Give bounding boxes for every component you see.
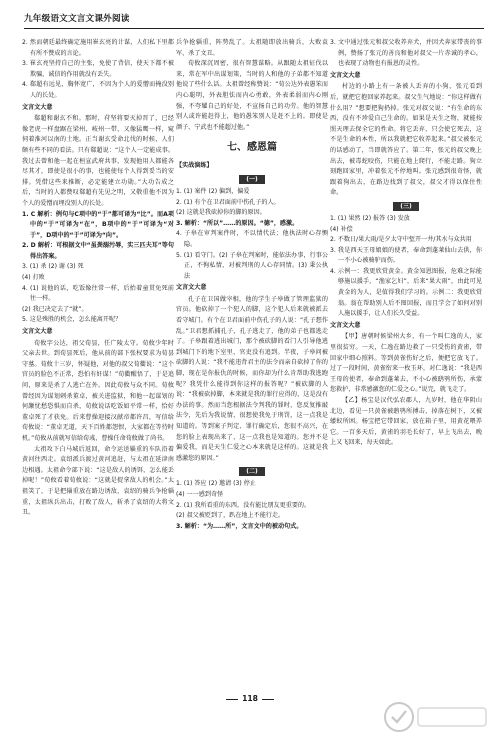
- col3-paragraph: 文言文大意: [330, 71, 361, 79]
- col1-paragraph: 2. 然而朝廷最终确定施用崔玄亮的计谋，人们私下里都有所不赞成的言论。: [22, 39, 174, 57]
- column-middle: [176, 38, 328, 688]
- col3-paragraph: 1. (1) 果然 (2) 报答 (3) 发放: [330, 214, 410, 222]
- col2-paragraph: (一): [239, 175, 265, 184]
- col2-paragraph: 【实战演练】: [176, 162, 213, 170]
- col1-paragraph: 1. C 解析：例句与C项中的“于”都可译为“比”。而A项中的“于”可译为“在”，B项中的“于”可译为“对于”，D项中的“于”可译为“向”。: [22, 210, 174, 239]
- col2-paragraph: 2. (1) 我所看重的东西，没有能比朋友更重要的。: [176, 501, 311, 509]
- col3-paragraph: 3. 文中通过张元和叔父收养弃犬，并因犬奔家带丧的事例，赞扬了张元的善良和他对叔父一片赤诚的孝心，也表现了动物也有报恩的灵性。: [330, 39, 482, 68]
- watermark-logo-icon: [382, 700, 492, 734]
- col2-paragraph: 荀攸深沉周密，很有智慧谋略。从跟随太祖征伐以来，常在军中出谋划策，当时的人和他的子弟都不知道他说了些什么话。太祖曾经称赞说：“荀公达外表愚笨而内心聪明，外表胆怯而内心勇敢，外表柔弱而内心刚强，不夸耀自己的好处，不宣扬自己的功劳。他的智慧别人或许能赶得上，他的愚笨别人是赶不上的。即使是颜子、宁武也不能超过他。”: [176, 60, 328, 131]
- column-left: [22, 38, 174, 688]
- col1-paragraph: 3. 崔玄亮坚持自己的主张，免使了背信，使天下都不被欺骗，诚信的作用就没有丢失。: [22, 60, 174, 78]
- column-right: [330, 38, 482, 688]
- col2-paragraph: 文言文大意: [176, 284, 207, 292]
- col1-paragraph: 4. 郗超有远见，胸怀宽广，不因为个人的爱憎而掩没别人的长处。: [22, 81, 174, 99]
- col2-paragraph: 七、感恩篇: [227, 142, 277, 154]
- col1-paragraph: 3. (1) 杀 (2) 谢 (3) 死: [22, 263, 84, 271]
- col1-paragraph: 太祖攻下白马城后返回，命令运送辎重的车队沿着黄河往西走。袁绍派兵渡过黄河追赶，与太祖在延津南边相遇。太祖命令部下说：“这是敌人的诱饵，怎么能丢掉呢！”荀攸看着荀攸说：“这就是捉拿敌人的机会。”太祖笑了，于是把辎重放在路边诱敌，袁绍的骑兵争抢辎重，太祖纵兵出击，打败了敌人，斩杀了袁绍的大将文丑。: [22, 445, 174, 517]
- col3-paragraph: 【甲】唐朝时候梁州大乡，有一个叫仁逸的人，家里很贫穷。一天，仁逸在路边救了一只受伤的黄雀，带回家中细心照料。等到黄雀伤好之后，便把它放飞了。过了一段时间，黄雀衔来一枚玉环，对仁逸说：“我是西王母的使者，奉命到蓬莱去，不小心被鸱鸮所伤，承蒙您救护，非常感激您的仁爱之心。”说完，就飞走了。: [330, 333, 482, 394]
- col3-paragraph: 文言文大意: [330, 321, 361, 329]
- col2-paragraph: (二): [239, 467, 265, 476]
- book-title: 九年级语文文言文课外阅读: [24, 14, 130, 24]
- col2-paragraph: 2. (1) 有个在卫君面前中伤孔子的人。: [176, 198, 280, 206]
- col2-paragraph: 孔子在卫国做宰相，他的学生子皋做了管理监狱的官员。他砍掉了一个犯人的脚，这个犯人后来就被派去看守城门。有个在卫君面前中伤孔子的人说：“孔子想作乱。”卫君想抓捕孔子，孔子逃走了，他的弟子也都逃走了。子皋跟着逃出城门，那个被砍脚的看门人引导他逃到城门下的地下室里，官吏没有追到。半夜，子皋问被砍脚的人说：“我不能违背君主的法令而亲自砍掉了你的脚，现在是你报仇的时候，而你却为什么肯帮助我逃跑呢？我凭什么能得到你这样的报答呢？”被砍脚的人说：“我被砍掉脚，本来就是我的罪行应得的，这是没有办法的事。然而当您根据法令判我的罪时，您反复推敲法令，先后为我说情，很想使我免于刑罚，这一点我是知道的。等到案子判定、罪行确定后，您很不高兴，在您的脸上表现出来了，这一点我也是知道的。您并不是偏爱我，而是天生仁爱之心本来就是这样的。这就是我感激您的原因。”: [176, 295, 328, 462]
- col2-paragraph: (2) 这就是我砍掉你的脚的原因。: [176, 209, 266, 217]
- col2-paragraph: 1. (1) 答应 (2) 邀请 (3) 停止: [176, 480, 256, 488]
- col1-paragraph: 4. (1) 说他的话，吃饭像往常一样，后抬着童贯免死前往一样。: [22, 284, 174, 303]
- footer-dash-right: [262, 699, 274, 700]
- col1-paragraph: 文言文大意: [22, 103, 53, 111]
- col3-paragraph: 2. 不数日/果大雨/是夕太守中堑开一井/其水与众共用: [330, 236, 472, 244]
- col1-paragraph: 文言文大意: [22, 328, 53, 336]
- col2-paragraph: 5. (1) 看守门。(2) 子皋在判案时，能依法办事，行事公正，不徇私情，对被判刑的人心存同情。(3) 秉公执法: [176, 251, 328, 280]
- col3-paragraph: (4) 补偿: [330, 225, 353, 233]
- col2-paragraph: 3. 解析：“为……所”，文言文中的被动句式。: [176, 522, 303, 530]
- col3-paragraph: 【乙】杨宝是汉代弘农郡人，九岁时，他在华阴山北边，看见一只黄雀被鸱鸮所搏击，掉落在树下，又被蝼蚁所困。杨宝把它带回家，放在箱子里，用黄花喂养它。一百多天后，黄雀的羽毛长好了，早上飞出去，晚上又飞回来，每天如此。: [330, 397, 482, 447]
- col1-paragraph: 5. 这是殊胜的机会，怎么能离开呢？: [22, 316, 122, 324]
- col3-paragraph: 3. 我是西天王母娘娘的使者，奉命到蓬莱仙山去供，你一不小心被骑驴而伤。: [330, 246, 482, 265]
- col2-paragraph: 1. (1) 案件 (2) 偏到，偏爱: [176, 187, 250, 195]
- col2-paragraph: 兵争抢辎重，阵势乱了。太祖随即放出骑兵，大败袁军，杀了文丑。: [176, 39, 328, 57]
- col2-paragraph: (4) 一一感到奇怪: [176, 490, 224, 498]
- page-header: [24, 14, 484, 29]
- page-number: 118: [242, 694, 258, 703]
- col3-paragraph: (三): [393, 202, 419, 211]
- col1-paragraph: 2. D 解析：可根据文中“虽粪溺污辱，实三匹夫耳”等句得出答案。: [22, 242, 174, 260]
- col1-paragraph: 郗超和谢玄不和。那时，苻坚将要灭掉晋了，已经像老虎一样盘踞在梁州、岐州一带，又像猛鹰一样，窥伺着淮河以南的土地。正当谢玄受命北伐的时候，人们颇有些不同的看法。只有郗超说：“这个人一定能成事。我过去曾和他一起在桓宣武府共事，发现他用人都能各尽其才，即使是很小的事，也能使每个人得到妥当的安排。凭借这些来推断，必定能建立功勋。”大功告成之后，当时的人都赞叹郗超有先见之明，又敬重他不因为个人的爱憎而埋没别人的长处。: [22, 115, 174, 207]
- col3-paragraph: 4. 示例一：我更欣赏黄金。黄金知恩图报，危难之际能够施以援手，“渔家乞妇”，后来“果大雨”，由此可见黄金的为人，是值得我们学习的。示例二：我更欣赏翁。翁在帮助别人后不图回报，而且学会了如何对别人施以援手，让人们长久受益。: [330, 267, 482, 318]
- col1-paragraph: (2) 我已决定去了“就”。: [22, 305, 88, 313]
- col1-paragraph: 荀攸字公达，祖父荀昙，任广陵太守。荀攸少年时父亲去世。到荀昙死后，他从前的部下张权要求为荀昙守墓。荀攸十三岁，怀疑他，对他的叔父荀衢说：“这个官员的脸色不正常，恐怕有奸谋！”荀衢醒悟了，于是追问，原来是杀了人逃亡在外。因此荀攸与众不同。荀攸曾经因为谋划刺杀董卓，被关进监狱，和他一起谋划的何颙忧愁恐惧而自杀，荀攸说话吃饭如平常一样，恰好董卓死了才获免。后来曹操迎接汉献帝都许昌，写信给荀攸说：“董卓无道，天下百姓都怨恨，大家都在等待时机。”荀攸从前就写信给荀彧，曹操任命荀攸做了尚书。: [22, 339, 174, 442]
- col2-paragraph: 4. 子皋在审判案件时，不以情代法；他执法时心存恻隐。: [176, 230, 328, 248]
- col1-paragraph: (4) 打败: [22, 274, 45, 282]
- col3-paragraph: 村边的小路上有一条被人丢弃的小狗，张元看到后，就把它抱回家养起来。叔父生气地说：“你这样做有什么用？”想要把狗扔掉。张元对叔父说：“有生命的东西，没有不珍爱自己生命的。如果是天生之物，就能按照天理去保全它的性命。将它丢弃，只会使它死去，这不是生命的本性，所以我就把它收养起来。”叔父被张元的话感动了，当即就答应了。第二年，张元的叔父晚上出去，被毒蛇咬伤，只能在地上爬行，不能走路。狗立刻跑回家里，冲着张元不停地叫。张元感到很奇怪，就跟着狗出去，在路边找到了叔父，叔父才得以保住性命。: [330, 83, 482, 197]
- col2-paragraph: 3. 解析：“所以”……的原因。“德”，感激。: [176, 219, 299, 227]
- footer-dash-left: [226, 699, 238, 700]
- col2-paragraph: (2) 叔父被贬到了，趴在地上不能行走。: [176, 512, 285, 520]
